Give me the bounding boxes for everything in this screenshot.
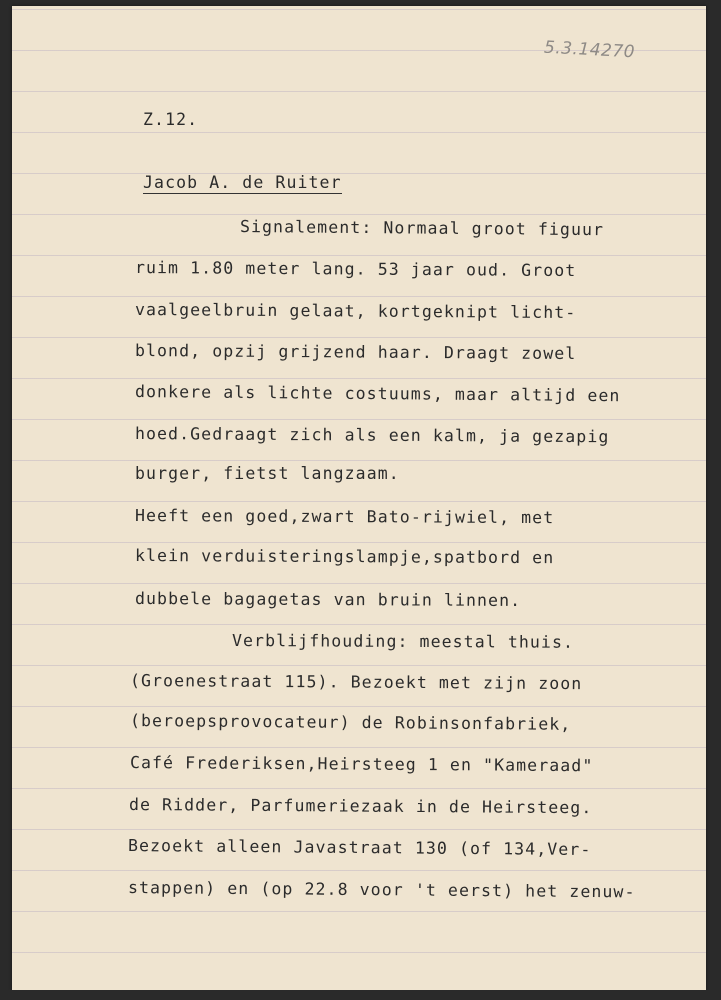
text-line: stappen) en (op 22.8 voor 't eerst) het zenuw- — [127, 878, 636, 902]
text-line: Café Frederiksen,Heirsteeg 1 en "Kameraad" — [129, 753, 594, 776]
text-line: de Ridder, Parfumeriezaak in de Heirsteeg. — [128, 795, 593, 818]
typewritten-page — [12, 6, 706, 990]
text-line: (Groenestraat 115). Bezoekt met zijn zoon — [129, 671, 583, 694]
header-code: Z.12. — [143, 110, 199, 129]
text-line: vaalgeelbruin gelaat, kortgeknipt licht- — [134, 300, 577, 323]
text-line: blond, opzij grijzend haar. Draagt zowel — [134, 341, 577, 364]
text-line: hoed.Gedraagt zich als een kalm, ja gezapig — [134, 424, 610, 447]
scanner-edge — [0, 990, 721, 1000]
text-line: ruim 1.80 meter lang. 53 jaar oud. Groot — [134, 258, 577, 281]
archive-number: 5.3.14270 — [543, 37, 636, 63]
text-line: Heeft een goed,zwart Bato-rijwiel, met — [134, 506, 555, 528]
text-line: donkere als lichte costuums, maar altijd een — [134, 382, 621, 406]
text-line: Signalement: Normaal groot figuur — [239, 217, 605, 240]
person-name-heading: Jacob A. de Ruiter — [143, 173, 342, 192]
text-line: Verblijfhouding: meestal thuis. — [231, 631, 575, 652]
text-line: Bezoekt alleen Javastraat 130 (of 134,Ver- — [127, 836, 592, 860]
text-line: burger, fietst langzaam. — [135, 464, 400, 483]
text-line: dubbele bagagetas van bruin linnen. — [134, 589, 522, 611]
text-line: (beroepsprovocateur) de Robinsonfabriek, — [129, 711, 572, 734]
text-line: klein verduisteringslampje,spatbord en — [134, 546, 555, 568]
